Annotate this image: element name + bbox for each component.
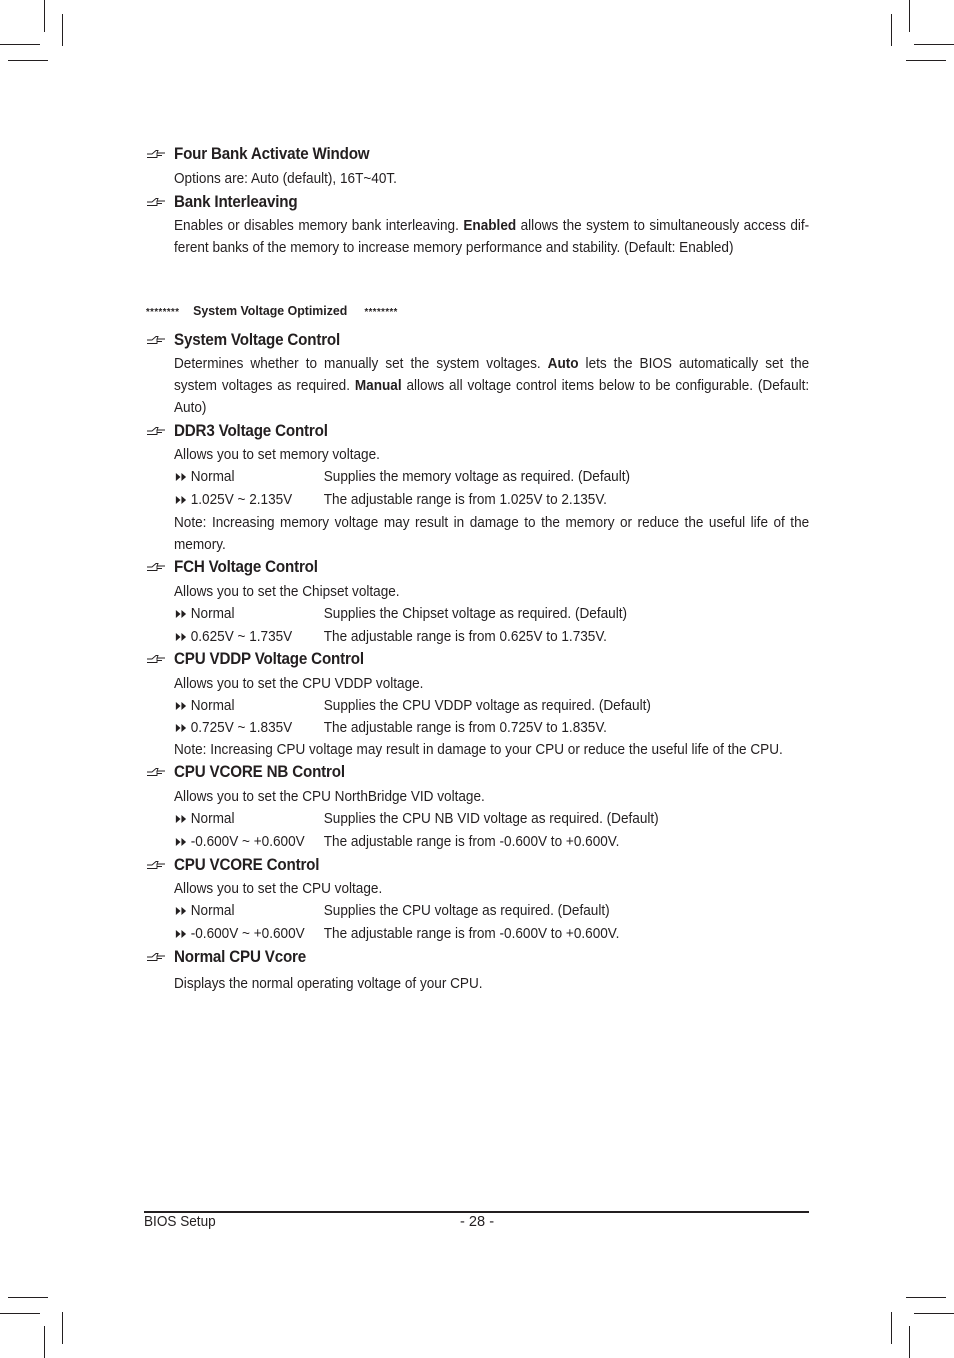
option-row: 0.725V ~ 1.835V The adjustable range is from 0.725V to 1.835V. <box>174 717 607 739</box>
pointing-hand-icon <box>146 562 166 572</box>
double-arrow-icon <box>174 472 189 482</box>
double-arrow-icon <box>174 701 189 711</box>
crop-mark <box>8 60 48 61</box>
double-arrow-icon <box>174 929 189 939</box>
option-row: 0.625V ~ 1.735V The adjustable range is from 0.625V to 1.735V. <box>174 626 607 648</box>
item-ddr3-voltage <box>146 420 341 442</box>
double-arrow-icon <box>174 609 189 619</box>
item-fch-voltage <box>146 556 330 578</box>
option-row: Normal Supplies the CPU VDDP voltage as required. (Default) <box>174 695 651 717</box>
item-system-voltage <box>146 329 355 351</box>
crop-mark <box>906 1297 946 1298</box>
option-row: Normal Supplies the Chipset voltage as required. (Default) <box>174 603 627 625</box>
item-note: Note: Increasing CPU voltage may result in damage to your CPU or reduce the useful life of the CPU. <box>174 742 783 758</box>
option-row: 1.025V ~ 2.135V The adjustable range is from 1.025V to 2.135V. <box>174 489 607 511</box>
crop-mark <box>0 1313 40 1314</box>
option-row: -0.600V ~ +0.600V The adjustable range is from -0.600V to +0.600V. <box>174 831 619 853</box>
option-row: Normal Supplies the CPU voltage as required. (Default) <box>174 900 610 922</box>
option-row: Normal Supplies the memory voltage as required. (Default) <box>174 466 630 488</box>
item-cpu-vcore <box>146 854 332 876</box>
pointing-hand-icon <box>146 767 166 777</box>
item-title: CPU VCORE NB Control <box>174 762 345 781</box>
pointing-hand-icon <box>146 952 166 962</box>
crop-mark <box>62 1312 63 1344</box>
item-description: Enables or disables memory bank interleaving. Enabled allows the system to simultaneously access dif-ferent banks of the memory to increase memory performance and stability. (Default: Enabled) <box>174 218 810 257</box>
item-description: Allows you to set the CPU VDDP voltage. <box>174 676 424 692</box>
crop-mark <box>909 1326 910 1358</box>
pointing-hand-icon <box>146 860 166 870</box>
double-arrow-icon <box>174 906 189 916</box>
pointing-hand-icon <box>146 149 166 159</box>
option-row: Normal Supplies the CPU NB VID voltage as required. (Default) <box>174 808 659 830</box>
crop-mark <box>44 1326 45 1358</box>
pointing-hand-icon <box>146 426 166 436</box>
option-row: -0.600V ~ +0.600V The adjustable range is from -0.600V to +0.600V. <box>174 923 619 945</box>
item-title: Bank Interleaving <box>174 192 298 211</box>
item-title: Normal CPU Vcore <box>174 947 307 966</box>
item-description: Allows you to set the Chipset voltage. <box>174 584 400 600</box>
item-cpu-vcore-nb <box>146 761 360 783</box>
item-title: CPU VCORE Control <box>174 855 320 874</box>
crop-mark <box>44 0 45 32</box>
footer-divider <box>144 1211 809 1213</box>
page-number: - 28 - <box>460 1214 495 1230</box>
item-description: Allows you to set memory voltage. <box>174 447 380 463</box>
double-arrow-icon <box>174 814 189 824</box>
pointing-hand-icon <box>146 654 166 664</box>
double-arrow-icon <box>174 495 189 505</box>
pointing-hand-icon <box>146 335 166 345</box>
item-title: CPU VDDP Voltage Control <box>174 649 364 668</box>
item-description: Allows you to set the CPU NorthBridge VID voltage. <box>174 789 485 805</box>
item-description: Determines whether to manually set the system voltages. Auto lets the BIOS automatically set the system voltages as required. Manual allows all voltage control items below to be configurable. (Default: Auto) <box>174 356 810 417</box>
item-normal-cpu-vcore <box>146 946 318 968</box>
crop-mark <box>914 1313 954 1314</box>
item-four-bank <box>146 143 386 165</box>
crop-mark <box>891 14 892 46</box>
item-description: Options are: Auto (default), 16T~40T. <box>174 171 397 187</box>
item-description: Allows you to set the CPU voltage. <box>174 881 383 897</box>
section-heading: ******** System Voltage Optimized ******** <box>146 303 398 318</box>
crop-mark <box>914 44 954 45</box>
item-title: System Voltage Control <box>174 330 341 349</box>
item-description: Displays the normal operating voltage of your CPU. <box>174 976 483 992</box>
pointing-hand-icon <box>146 197 166 207</box>
double-arrow-icon <box>174 632 189 642</box>
footer-section-name: BIOS Setup <box>144 1214 216 1230</box>
crop-mark <box>0 44 40 45</box>
item-note: Note: Increasing memory voltage may result in damage to the memory or reduce the useful life of the memory. <box>174 515 810 554</box>
double-arrow-icon <box>174 723 189 733</box>
item-title: DDR3 Voltage Control <box>174 421 328 440</box>
double-arrow-icon <box>174 837 189 847</box>
item-cpu-vddp-voltage <box>146 648 380 670</box>
crop-mark <box>906 60 946 61</box>
crop-mark <box>62 14 63 46</box>
item-bank-interleaving <box>146 191 308 213</box>
crop-mark <box>8 1297 48 1298</box>
item-title: FCH Voltage Control <box>174 557 318 576</box>
item-title: Four Bank Activate Window <box>174 144 370 163</box>
crop-mark <box>909 0 910 32</box>
crop-mark <box>891 1312 892 1344</box>
